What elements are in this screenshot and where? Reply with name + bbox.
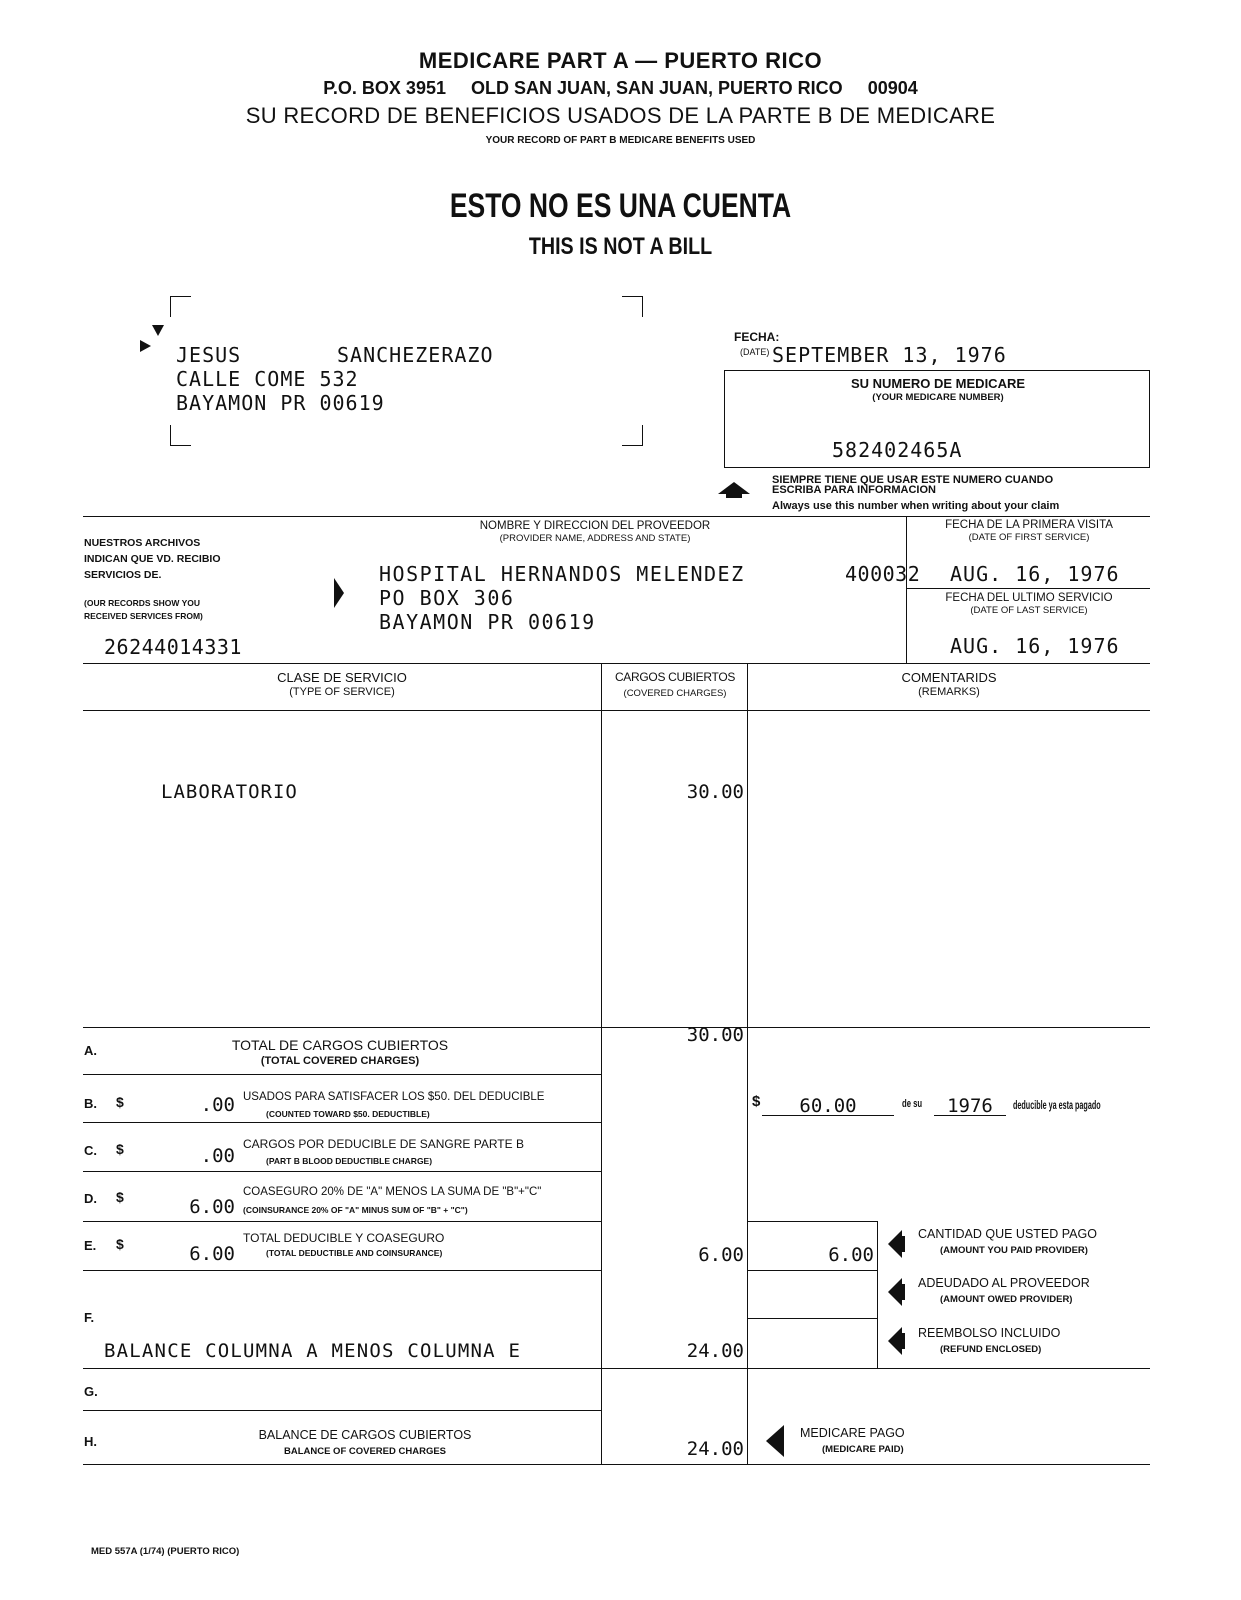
recipient-city-line: BAYAMON PR 00619 bbox=[176, 391, 385, 415]
row-a-label-en: (TOTAL COVERED CHARGES) bbox=[260, 1055, 420, 1067]
refund-label-en: (REFUND ENCLOSED) bbox=[940, 1344, 1042, 1355]
row-c-rule bbox=[83, 1171, 601, 1172]
paid-arrow-stem bbox=[899, 1236, 905, 1252]
col-type-header: CLASE DE SERVICIO bbox=[277, 670, 407, 685]
not-a-bill-es: ESTO NO ES UNA CUENTA bbox=[449, 187, 792, 225]
notice-date: SEPTEMBER 13, 1976 bbox=[772, 343, 1007, 367]
total-covered-charges: 30.00 bbox=[686, 1024, 744, 1046]
first-service-label: FECHA DE LA PRIMERA VISITA bbox=[945, 519, 1113, 531]
paid-label-en: (AMOUNT YOU PAID PROVIDER) bbox=[940, 1245, 1088, 1256]
row-b-label: USADOS PARA SATISFACER LOS $50. DEL DEDUCIBLE bbox=[243, 1091, 545, 1103]
col-remarks-header: COMENTARIDS bbox=[901, 670, 997, 685]
records-line-2: INDICAN QUE VD. RECIBIO bbox=[84, 553, 221, 565]
provider-code: 400032 bbox=[845, 562, 921, 586]
medicare-number-note-2: ESCRIBA PARA INFORMACION bbox=[772, 484, 936, 496]
remark-text-2: deducible ya esta pagado bbox=[1013, 1098, 1101, 1112]
row-b-label-en: (COUNTED TOWARD $50. DEDUCTIBLE) bbox=[266, 1109, 430, 1119]
amount-paid-provider: 6.00 bbox=[828, 1244, 874, 1266]
remark-deductible-year: 1976 bbox=[934, 1097, 1006, 1116]
provider-date-divider bbox=[906, 516, 907, 664]
row-b-dollar: $ bbox=[116, 1094, 124, 1110]
owed-label-en: (AMOUNT OWED PROVIDER) bbox=[940, 1294, 1073, 1305]
remark-deductible-amount: 60.00 bbox=[762, 1097, 894, 1116]
records-en-2: RECEIVED SERVICES FROM) bbox=[84, 611, 203, 621]
col-type-header-en: (TYPE OF SERVICE) bbox=[289, 686, 395, 698]
owed-arrow-stem bbox=[899, 1284, 905, 1300]
provider-city: BAYAMON PR 00619 bbox=[379, 610, 596, 634]
row-d-amount: 6.00 bbox=[189, 1196, 235, 1218]
medicare-number: 582402465A bbox=[832, 438, 963, 462]
service-type: LABORATORIO bbox=[161, 781, 298, 803]
row-e-letter: E. bbox=[84, 1238, 97, 1253]
row-d-letter: D. bbox=[84, 1191, 97, 1206]
owed-label: ADEUDADO AL PROVEEDOR bbox=[918, 1276, 1090, 1290]
refund-arrow-stem bbox=[899, 1333, 905, 1349]
row-g-rule bbox=[83, 1410, 601, 1411]
row-a-rule bbox=[83, 1074, 601, 1075]
claim-number: 26244014331 bbox=[104, 635, 242, 659]
row-a-letter: A. bbox=[84, 1043, 97, 1058]
service-charge: 30.00 bbox=[686, 781, 744, 803]
table-header-rule bbox=[83, 710, 1150, 711]
provider-arrow-icon bbox=[334, 578, 344, 608]
medicare-paid-label: MEDICARE PAGO bbox=[800, 1426, 905, 1440]
provider-label: NOMBRE Y DIRECCION DEL PROVEEDOR bbox=[479, 520, 711, 532]
row-e-rule bbox=[83, 1270, 601, 1271]
row-b-letter: B. bbox=[84, 1096, 97, 1111]
not-a-bill-en: THIS IS NOT A BILL bbox=[528, 233, 713, 260]
row-b-amount: .00 bbox=[200, 1094, 235, 1116]
col-divider-2 bbox=[747, 663, 748, 1465]
medicare-number-note-1: SIEMPRE TIENE QUE USAR ESTE NUMERO CUANDO bbox=[772, 474, 1054, 486]
recipient-last-name: SANCHEZERAZO bbox=[337, 343, 494, 367]
first-service-label-en: (DATE OF FIRST SERVICE) bbox=[968, 532, 1090, 543]
paid-box-right bbox=[877, 1221, 878, 1368]
row-d-dollar: $ bbox=[116, 1189, 124, 1205]
row-f-rule bbox=[83, 1368, 1150, 1369]
row-e-dollar: $ bbox=[116, 1236, 124, 1252]
total-deductible-coinsurance: 6.00 bbox=[698, 1244, 744, 1266]
last-service-label-en: (DATE OF LAST SERVICE) bbox=[970, 605, 1088, 616]
right-arrow-icon bbox=[140, 340, 151, 352]
row-e-label-en: (TOTAL DEDUCTIBLE AND COINSURANCE) bbox=[266, 1248, 443, 1258]
row-c-amount: .00 bbox=[200, 1145, 235, 1167]
row-f-letter: F. bbox=[84, 1310, 95, 1325]
owed-box-bottom bbox=[747, 1318, 877, 1319]
window-corner-bl bbox=[170, 425, 191, 446]
first-service-rule bbox=[906, 588, 1150, 589]
remark-dollar: $ bbox=[752, 1093, 761, 1110]
provider-bottom-rule bbox=[83, 663, 1150, 664]
col-charges-header-en: (COVERED CHARGES) bbox=[623, 688, 727, 699]
date-label: FECHA: bbox=[734, 330, 780, 344]
row-e-label: TOTAL DEDUCIBLE Y COASEGURO bbox=[243, 1231, 445, 1245]
date-label-en: (DATE) bbox=[740, 347, 770, 357]
row-b-rule bbox=[83, 1122, 601, 1123]
up-arrow-stem bbox=[726, 494, 742, 498]
row-g-letter: G. bbox=[84, 1384, 98, 1399]
row-h-label: BALANCE DE CARGOS CUBIERTOS bbox=[258, 1428, 472, 1442]
last-service-label: FECHA DEL ULTIMO SERVICIO bbox=[945, 592, 1113, 604]
form-title: MEDICARE PART A — PUERTO RICO bbox=[418, 48, 823, 73]
up-arrow-icon bbox=[718, 482, 750, 494]
balance-covered-charges: 24.00 bbox=[686, 1438, 744, 1460]
medicare-paid-arrow-icon bbox=[766, 1425, 784, 1457]
medicare-number-label: SU NUMERO DE MEDICARE bbox=[850, 376, 1026, 391]
col-remarks-header-en: (REMARKS) bbox=[918, 686, 980, 698]
form-subtitle-en: YOUR RECORD OF PART B MEDICARE BENEFITS USED bbox=[485, 135, 756, 146]
records-en-1: (OUR RECORDS SHOW YOU bbox=[84, 598, 201, 608]
row-h-letter: H. bbox=[84, 1434, 97, 1449]
row-d-label-en: (COINSURANCE 20% OF "A" MINUS SUM OF "B" + "C") bbox=[243, 1205, 468, 1215]
paid-label: CANTIDAD QUE USTED PAGO bbox=[918, 1227, 1097, 1241]
col-charges-header: CARGOS CUBIERTOS bbox=[614, 670, 736, 684]
form-subtitle-es: SU RECORD DE BENEFICIOS USADOS DE LA PARTE B DE MEDICARE bbox=[245, 103, 996, 128]
row-e-amount: 6.00 bbox=[189, 1243, 235, 1265]
row-f-label: BALANCE COLUMNA A MENOS COLUMNA E bbox=[104, 1340, 522, 1362]
recipient-address-line: CALLE COME 532 bbox=[176, 367, 359, 391]
row-h-label-en: BALANCE OF COVERED CHARGES bbox=[283, 1446, 447, 1457]
remark-text-1: de su bbox=[902, 1098, 923, 1110]
window-corner-tl bbox=[170, 296, 191, 317]
window-corner-tr bbox=[622, 296, 643, 317]
records-line-1: NUESTROS ARCHIVOS bbox=[84, 537, 201, 549]
down-arrow-icon bbox=[152, 325, 164, 336]
form-id: MED 557A (1/74) (PUERTO RICO) bbox=[91, 1546, 240, 1557]
first-service-date: AUG. 16, 1976 bbox=[950, 562, 1120, 586]
medicare-paid-label-en: (MEDICARE PAID) bbox=[822, 1444, 904, 1455]
form-address: P.O. BOX 3951 OLD SAN JUAN, SAN JUAN, PUERTO RICO 00904 bbox=[323, 78, 918, 98]
table-bottom-rule bbox=[83, 1464, 1150, 1465]
provider-name: HOSPITAL HERNANDOS MELENDEZ bbox=[379, 562, 745, 586]
medicare-number-label-en: (YOUR MEDICARE NUMBER) bbox=[872, 392, 1004, 403]
row-c-letter: C. bbox=[84, 1143, 97, 1158]
medicare-number-note-en: Always use this number when writing about your claim bbox=[772, 500, 1060, 512]
row-c-label: CARGOS POR DEDUCIBLE DE SANGRE PARTE B bbox=[243, 1137, 524, 1151]
refund-label: REEMBOLSO INCLUIDO bbox=[918, 1326, 1061, 1340]
row-d-rule bbox=[83, 1221, 601, 1222]
row-d-label: COASEGURO 20% DE "A" MENOS LA SUMA DE "B"+"C" bbox=[243, 1186, 542, 1198]
row-c-dollar: $ bbox=[116, 1141, 124, 1157]
last-service-date: AUG. 16, 1976 bbox=[950, 634, 1120, 658]
paid-box-top bbox=[747, 1221, 877, 1222]
paid-box-mid bbox=[747, 1270, 877, 1271]
row-c-label-en: (PART B BLOOD DEDUCTIBLE CHARGE) bbox=[266, 1156, 433, 1166]
balance-column-a-minus-e: 24.00 bbox=[686, 1340, 744, 1362]
recipient-first-name: JESUS bbox=[176, 343, 242, 367]
provider-top-rule bbox=[83, 516, 1150, 517]
provider-address: PO BOX 306 bbox=[379, 586, 515, 610]
provider-label-en: (PROVIDER NAME, ADDRESS AND STATE) bbox=[499, 533, 691, 544]
records-line-3: SERVICIOS DE. bbox=[84, 569, 162, 581]
window-corner-br bbox=[622, 425, 643, 446]
row-a-label: TOTAL DE CARGOS CUBIERTOS bbox=[231, 1037, 449, 1053]
